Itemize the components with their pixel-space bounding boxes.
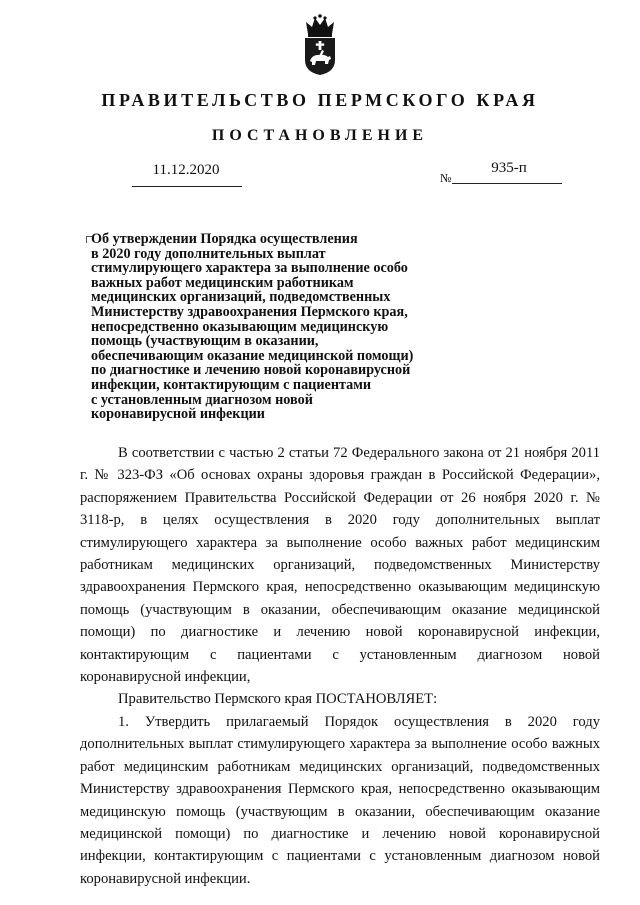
document-date: 11.12.2020 <box>152 162 220 178</box>
number-label: № <box>440 171 452 185</box>
subject-line: Министерству здравоохранения Пермского края, <box>91 303 408 320</box>
subject-line: коронавирусной инфекции <box>91 406 265 423</box>
document-body <box>80 442 600 890</box>
subject-line: по диагностике и лечению новой коронавирусной <box>91 362 411 379</box>
subject-line: медицинских организаций, подведомственных <box>91 289 391 306</box>
subject-line: с установленным диагнозом новой <box>91 391 313 408</box>
subject-line: стимулирующего характера за выполнение особо <box>91 260 408 277</box>
item-1-paragraph: 1. Утвердить прилагаемый Порядок осуществления в 2020 году дополнительных выплат стимулирующего характера за выполнение особо важных работ медицинским работникам медицинских организаций, подведомственных Министерству здравоохранения Пермского края, непосредственно оказывающим медицинскую помощь (участвующим в оказании, обеспечивающим оказание медицинской помощи) по диагностике и лечению новой коронавирусной инфекции, контактирующим с пациентами с установленным диагнозом новой коронавирусной инфекции. <box>80 713 600 887</box>
subject-line: инфекции, контактирующим с пациентами <box>91 376 372 393</box>
subject-line: Об утверждении Порядка осуществления <box>91 231 358 247</box>
decree-paragraph: Правительство Пермского края ПОСТАНОВЛЯЕТ: <box>118 691 438 708</box>
document-type-title: ПОСТАНОВЛЕНИЕ <box>211 127 429 144</box>
subject-line: обеспечивающим оказание медицинской помощи) <box>91 347 414 364</box>
preamble-paragraph: В соответствии с частью 2 статьи 72 Федерального закона от 21 ноября 2011 г. № 323-ФЗ «Об основах охраны здоровья граждан в Российской Федерации», распоряжением Правительства Российской Федерации от 26 ноября 2020 г. № 3118-р, в целях осуществления в 2020 году дополнительных выплат стимулирующего характера за выполнение особо важных работ медицинским работникам медицинских организаций, подведомственных Министерству здравоохранения Пермского края, непосредственно оказывающим медицинскую помощь (участвующим в оказании, обеспечивающим оказание медицинской помощи) по диагностике и лечению новой коронавирусной инфекции, контактирующим с пациентами с установленным диагнозом новой коронавирусной инфекции, <box>80 445 600 686</box>
number-underline <box>452 183 562 184</box>
date-underline <box>132 186 242 187</box>
document-number: 935-п <box>491 160 527 176</box>
perm-krai-coat-of-arms-icon <box>302 14 338 76</box>
subject-line: важных работ медицинским работникам <box>91 274 354 291</box>
subject-line: помощь (участвующим в оказании, <box>91 333 319 350</box>
subject-line: непосредственно оказывающим медицинскую <box>91 318 389 335</box>
subject-line: в 2020 году дополнительных выплат <box>91 245 326 262</box>
subject-block <box>91 232 451 422</box>
government-title: ПРАВИТЕЛЬСТВО ПЕРМСКОГО КРАЯ <box>101 90 539 110</box>
